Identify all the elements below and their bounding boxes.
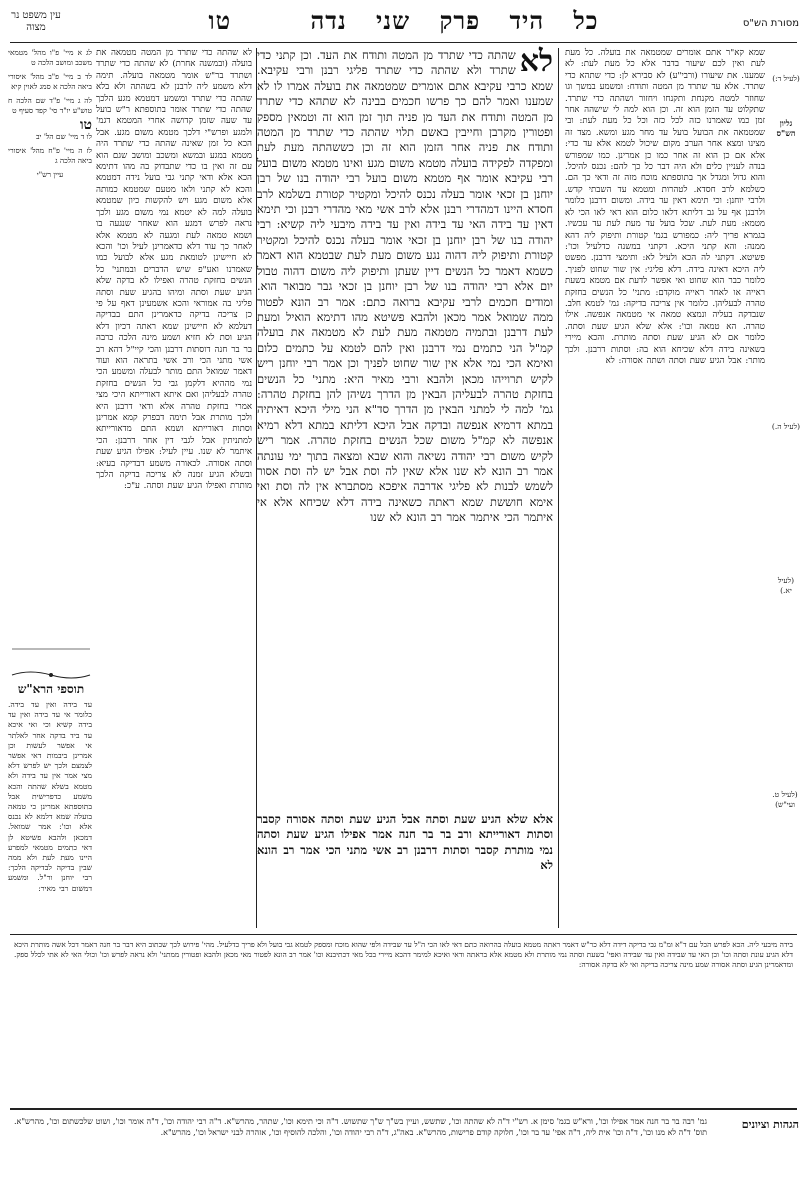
glosses-text: גמ' רבה בר בר חנה אמר אפילו וכו', ורא"ש בגמ' סימן א. רש"י ד"ה לא שהתה וכו', שתשש, ועיין בש"ך ש"ך שתשוש. ד"ה וכי תימא וכו', שתהר, מהרש"א. ד"ה רבי יהודה וכו', ד"ה אומר וכו', ושוט שלכשתום וכו', מהרש"א. תוס' ד"ה לא מנו וכו', ד"ה וכו' אית ליה, ד"ה אפי' עד בר וכו', חלוקה קודם פרישות, מהרש"א. באה"ג, ד"ה רבי יהודה וכו', והלכה להוסיף וכו', אזהרה לבני ישראל וכו', מהרש"א. <box>14 1117 707 1137</box>
ein-mishpat-column <box>8 48 92 248</box>
ein-mishpat-4: לו ד מיי' שם הל' יב <box>35 132 92 141</box>
footer-commentary-text: בידה מיבעי ליה. הכא לפרש הכל עם ד"א ומ"מ גבי בדיקה דידה דלא כר"ש דאמר ראתה מטמא בועלה בהרואה כתם דאי לאו הכי ה"ל עד שבידה ולפי שהוא מוכח ומספק לטמא גבי בועל ולא פריך כדלעיל. מהי' פירוש לכך שכתוב היא דבר בר חנה דאמר דכל אשה מותרת היכא דלא הגיע עונת וסתה וכו' וכן האי עד שבידה ואין עד שבידה ואפי' בשעת וסתה נמי מותרת ולא מטמא אלא בראתה ודאי ואיכא למימר דהכא מיירי בכל מאי דכתיבנא וכו' אמר רב הונא לפטור מאי מכאן ולהבא ופטורין ממתני' ולא נראה לפרש וכו' וכולי האי לא אתי לכלל ספק. ומדאמרינן הגיע וסתה אסורה שמע מינה צריכה בדיקה ואי לא בדקה אסורה: <box>14 940 793 969</box>
ornament-left-mid <box>10 640 92 652</box>
footer-rule <box>10 934 797 935</box>
gemara-column <box>257 44 553 848</box>
tosafot-text: לא שהתה כדי שתרד מן המטה מטמאה את בועלה (ובמשנה אחרת) לא שהתה כדי שתרד ושתרד בר"ש אומר מטמאה בועלה. תימה דלא משמע ליה לרבנן לא בשהתה ולא בלא שהתה כדי שתרד ומשמע דמטמא מגע הלכך שהתה כדי שתרד אומר בתוספתא ר"ש בועל עד שעה שזמן קדושה אחרי המטמא דגמ' ולמגע ופרש"י דלכך מטמא משום מגע. אבל הכא כל זמן שאינה שהתה כדי שתרד היה מטמא במגע ובמשא ומשכב ומושב שגם הוא עם זה ואין בו כדי שתבדוק בה מהו דתימא הכא אלא ודאי קתני גבי בועל נידה דמטמא והכא לא קתני ולאו מטעם שמטמא כמותה אלא משום מגע ויש להקשות כיון שמטמא בועלה למה לא יטמא נמי משום מגע ולכך נראה לפרש דמגע הוא שאחר שנגעה בו ושמא טמאה לעת ומגעה לא מטמא אלא לאחר כך עוד דלא כדאמרינן לעיל וכו' והכא לא חיישינן לטומאת מגע אלא לבועל כמו שאמרנו ואע"פ שיש הדברים ובמתני' כל הנשים בחזקת טהרה ואפילו לא בדקה שלא הגיע שעת וסתה ומיהו בהגיע שעת וסתה פליגי בה אמוראי והכא אשמעינן דאף על פי כן צריכה בדיקה כדאמרינן התם בבדיקה דעלמא לא חיישינן שמא ראתה דכיון דלא הגיע וסת לא חזיא ושמע מינה הלכה כרבה בר בר חנה דוסתות דרבנן והכי קיי"ל דהא רב אשי מתני הכי ורב אשי בתראה הוא ועוד דאמר שמואל התם מותר לבעלה ומשמע הכי נמי מההיא דלקמן גבי כל הנשים בחזקת טהרה לבעליהן ואם איתא דאורייתא היכי מצי אמרי בחזקת טהרה אלא ודאי דרבנן היא ולכך מותרת אבל תימה דבפרק קמא אמרינן וסתות דאורייתא ושמא התם מדאורייתא למתניתין אבל לגבי דין אחר דרבנן: הכי איתמר לא שנו. עיין לעיל: אפילו הגיע שעת וסתה אסורה. לכאורה משמע דבדיקה בעיא: ובשלא הגיע זמנה לא צריכה בדיקה הלכך מותרת ואפילו הגיע שעת וסתה. ע"כ: <box>96 48 252 492</box>
header-rule <box>10 42 797 43</box>
page-title <box>0 6 807 36</box>
rashi-column <box>565 48 765 928</box>
main-tosafot-divider <box>256 48 257 928</box>
tosafot-harosh-column <box>8 700 92 928</box>
masoret-note-3: (לעיל ה.) <box>771 422 801 431</box>
title-word-4: שני <box>376 6 411 35</box>
title-word-1: כל <box>573 6 599 35</box>
ein-mishpat-number: טו <box>79 117 92 133</box>
gemara-continuation <box>257 812 553 873</box>
title-word-3: פרק <box>439 6 481 35</box>
ein-mishpat-2: לד ב מיי' פ"ב מהל' איסורי ביאה הלכה א סמג לאוין קיא <box>8 72 92 91</box>
rashi-main-divider <box>558 48 559 928</box>
page-header <box>0 6 807 40</box>
ornament-divider <box>10 666 92 678</box>
masoret-note-5: (לעיל ט. ועי"ש) <box>772 790 798 809</box>
gemara-text: שהתה כדי שתרד מן המטה ותודח את העד. וכן קתני כדי שתרד ולא שהתה כדי שתרד פליגי רבנן ורבי עקיבא. שמא כרבי עקיבא אתם אומרים שמטמאה את בועלה אמרו לו לא שמענו ואמר להם כך פרשו חכמים בבינה לא שתהא כדי שתרד מן המטה ותודח את העד מן פניה תוך זמן הוא זה וטמאין מספק ופטורין מקרבן וחייבין באשם תלוי שהתה כדי שתרד מן המטה ותודח את פניה אחר הזמן הוא זה וכן כששהתה מעת לעת ומפקדה לפקידה בועלה מטמא משום מגע ואינו מטמא משום בועל רבי עקיבא אומר אף מטמא משום בועל רבי יהודה בנו של רבן יוחנן בן זכאי אומר בעלה נכנס להיכל ומקטיר קטורת בשלמא לרב חסדא היינו דמהדרי רבנן אלא לרב אשי מאי מהדרי רבנן וכי תימא דאין עד בידה האי עד בידה ואין עד בידה מיבעי ליה קשיא: רבי יהודה בנו של רבן יוחנן בן זכאי אומר בעלה נכנס להיכל ומקטיר קטורת ותיפוק ליה דהוה נגע משום מעת לעת שבטמא הוא דאמר כשמא דאמר כל הנשים דיין שעתן ותיפוק ליה משום דהוה טבול יום אלא רבי יהודה בנו של רבן יוחנן בן זכאי גבר מבואר הוא. ומודים חכמים לרבי עקיבא ברואה כתם: אמר רב הונא לפטור ממה שמואל אמר מכאן ולהבא פשיטא מהו דתימא הואיל ומעת לעת דרבנן ובתמיה מטמאה מעת לעת לא מטמאה את בועלה קמ"ל הני כתמים נמי דרבנן ואין להם לטמא על כתמים כלום ואימא הכי נמי אלא אין שור שחוט לפניך וכן אמר רבי יוחנן ריש לקיש תרוייהו מכאן ולהבא ורבי מאיר היא: מתני' כל הנשים בחזקת טהרה לבעליהן הבאין מן הדרך נשיהן להן בחזקת טהרה: גמ' למה לי למתני הבאין מן הדרך סד"א הני מילי היכא דאיתיה במתא דרמיא אנפשה ובדקה אבל היכא דליתא במתא דלא רמיא אנפשה לא קמ"ל משום שכל הנשים בחזקת טהרה. אמר ריש לקיש משום רבי יהודה נשיאה והוא שבא ומצאה בתוך ימי עונתה אמר רב הונא לא שנו אלא שאין לה וסת אבל יש לה וסת אסור לשמש לבנות לא פליגי אדרבה איפכא מסתברא אין לה וסת ואי אימא חוששת שמא ראתה כשאינה בידה דלא שכיחא אלא אי איתמר הכי איתמר אמר רב הונא לא שנו <box>257 48 553 525</box>
page-number: טו <box>208 6 232 35</box>
gemara-opening-word: לא <box>519 44 553 79</box>
ein-mishpat-1: לג א מיי' פ"ו מהל' מטמאי משכב ומושב הלכה ט <box>8 48 92 67</box>
tosafot-harosh-text: עד בידה ואין עד בידה. כלומר אי עד בידה ואין עד בידה קשיא וכי ואי איכא עד ביד בדקה אחר לאלתר אי אפשר לעשות וכן אמרינן ביבמות דאי אפשר לצמצם ולכך יש לפרש דלא מצי אמר אין עד בידה ולא מטמא בשלא שהתה והכא משמע כדפרישית אבל בתוספתא אמרינן כי טמאה בועלה שמא דלמא לא נכנס אלא וכו': אמר שמואל. דמכאן ולהבא פשיטא לן דאי כתמים מטמאי למפרע היינו מעת לעת ולא ממה שבין בדיקה לבדיקה הלכך: רבי יוחנן ור"ל. ומשמע דמשום רבי מאיר: <box>8 700 92 893</box>
tosafot-harosh-title: תוספי הרא"ש <box>17 682 85 696</box>
hagahot-title: גליון הש"ס <box>776 118 796 138</box>
tosafot-column <box>96 48 252 928</box>
rashi-text: שמא קא"ר אתם אומרים שמטמאה את בועלה. כל מעת לעת ואין לכם שיעור בדבר אלא כל מעת לעת: לא שמענו. את שיעורו (ורבי"ע) לא סבירא לן: כדי שתהא כדי שתרד. אלא עד שתרד מן המטה ותודח: ומשמע במשך וגו שחוזר למטה מקנחת ותקנחו ויחזור ושהתה כדי שתרד. שתקלוט עד הזמן הוא זה. וכן הוא למה לי שישהה אחר זמן כמו שאמרנו כזה לכל כזה וכל כל מעת לעת: ובי שמטמאה את הבועל בועל עד מחר מגע ומשא. מצד זה מצינו ומצא אחר הערב מקום שיכול לטמא אלא עד כדי: אלא אם כן הוא זה אחר כמו כן אמרינן. כמו שמפורש בנדה לעניין כלים ולא היה דבר כל כך להם: נכנס להיכל. והוא גדול ומגדל אך בתוספתא מוכח מזה זה ודאי כך הם. כשלמא לרב חסדא. לטהרות ומטמא עד השבתי קדש. ולרבי יוחנן: וכי תימא דאין עד בידה. ומשום דרבנן כלומר ולרבנן אף על גב דליתא דלאו כלום הוא דאי לאו הכי לא מטמא: מעת לעת. שכל בועל עד מעת לעת עד עכשיו. בגמרא פריך ליה: כמפורש בגמ' קטורת ותיפוק ליה דהא ממנה: והא קתני היכא. דקתני במשנה כדלעיל וכו': פשיטא. דקתני לה הכא ולעיל לא: ותימצי דרבנן. מפשט ליה היכא דאינה בידה. דלא פליגי: אין שור שחוט לפניך. כלומר כבר הוא שחוט ואי אפשר לדעת אם מטמא בשעת ראייה או לאחר ראייה מוקדם: מתני' כל הנשים בחזקת טהרה לבעליהן. כלומר אין צריכה בדיקה: גמ' לטמא חלב. שנבדקה בעליה ונמצא טמאה אי מטמאה אנפשה. אילו טהרה. הא טמאה וכו': אלא שלא הגיע שעת וסתה. כלומר אם לא הגיע שעת וסתה מותרת. והכא מיירי בשאינה בידה דלא שכיחא הוא בה: וסתות דרבנן. ולכך מותר: אבל הגיע שעת וסתה ושתה אסורה: לא <box>565 48 765 366</box>
masoret-note-4: (לעיל יא.) <box>777 576 795 595</box>
ein-mishpat-3: לה ג מיי' פ"ד שם הלכה ח טוש"ע יו"ד סי' קפד סעיף ט <box>8 96 92 115</box>
gemara-continuation-text: אלא שלא הגיע שעת וסתה אבל הגיע שעת וסתה אסורה קסבר וסתות דאורייתא ורב בר בר חנה אמר אפילו הגיע שעת וסתה נמי מותרת קסבר וסתות דרבנן רב אשי מתני הכי אמר רב הונא לא <box>257 812 553 873</box>
ein-mishpat-label: עין משפט נר מצוה <box>11 10 61 33</box>
masoret-hashas-label: מסורת הש"ס <box>742 18 799 29</box>
ein-mishpat-6: עיין רש"י <box>36 170 64 179</box>
title-word-2: היד <box>509 6 545 35</box>
footer-commentary <box>14 940 793 1052</box>
ein-mishpat-5: לז ה מיי' פ"ח מהל' איסורי ביאה הלכה ג <box>8 146 92 165</box>
masoret-note-1: (לעיל ד:) <box>772 74 800 83</box>
title-word-5: נדה <box>310 6 347 35</box>
glosses-label: הגהות וציונים <box>741 1118 799 1131</box>
glosses-rule <box>10 1108 797 1110</box>
